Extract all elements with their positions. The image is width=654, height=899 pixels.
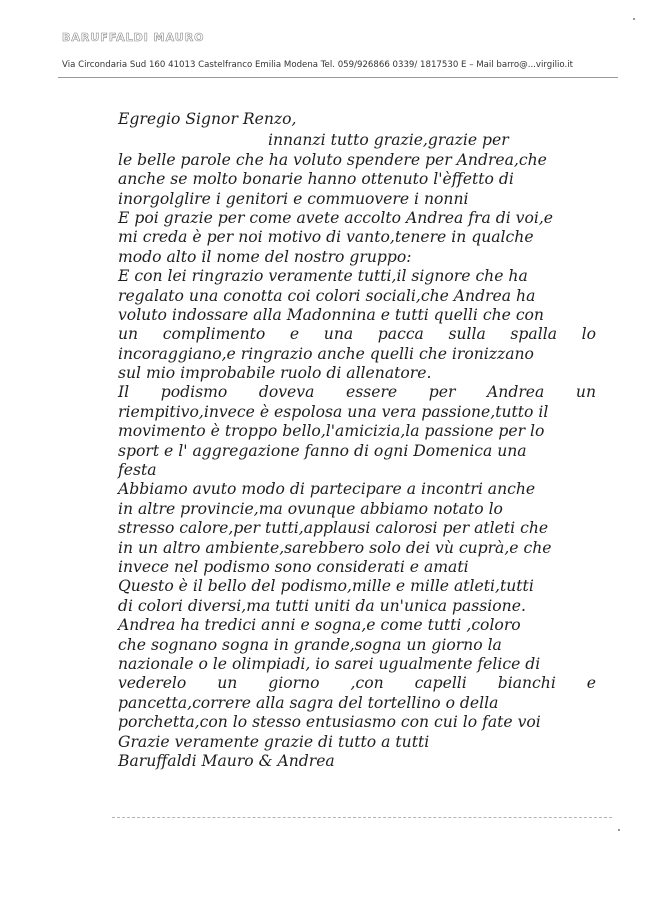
letter-line: festa (118, 461, 157, 480)
letter-line: regalato una conotta coi colori sociali,che Andrea ha (118, 286, 536, 305)
letter-line: anche se molto bonarie hanno ottenuto l'èffetto di (118, 170, 514, 189)
letter-line: di colori diversi,ma tutti uniti da un'unica passione. (118, 596, 526, 615)
letter-line: movimento è troppo bello,l'amicizia,la passione per lo (118, 422, 545, 441)
letter-line: sport e l' aggregazione fanno di ogni Domenica una (118, 441, 527, 460)
letter-line: E con lei ringrazio veramente tutti,il signore che ha (118, 267, 528, 286)
letter-line: Andrea ha tredici anni e sogna,e come tutti ,coloro (118, 616, 521, 635)
letter-line: in altre provincie,ma ovunque abbiamo notato lo (118, 499, 503, 518)
letter-line: mi creda è per noi motivo di vanto,tenere in qualche (118, 228, 534, 247)
letter-line: inorgolglire i genitori e commuovere i nonni (118, 189, 469, 208)
letter-line: porchetta,con lo stesso entusiasmo con cui lo fate voi (118, 713, 541, 732)
letterhead-address: Via Circondaria Sud 160 41013 Castelfranco Emilia Modena Tel. 059/926866 0339/ 1817530 E – Mail barro@...virgilio.it (62, 60, 573, 70)
letter-line: vederelo un giorno ,con capelli bianchi e (118, 674, 596, 693)
letter-line: voluto indossare alla Madonnina e tutti quelli che con (118, 305, 544, 324)
letter-line: Abbiamo avuto modo di partecipare a incontri anche (118, 480, 536, 499)
letter-signature: Baruffaldi Mauro & Andrea (118, 751, 335, 770)
letter-line: innanzi tutto grazie,grazie per (268, 131, 509, 150)
letter-line: pancetta,correre alla sagra del tortellino o della (118, 693, 499, 712)
letter-greeting: Egregio Signor Renzo, (118, 110, 297, 128)
scan-speck (633, 18, 635, 20)
letter-line: Questo è il bello del podismo,mille e mille atleti,tutti (118, 577, 534, 596)
letter-line: incoraggiano,e ringrazio anche quelli che ironizzano (118, 344, 534, 363)
bottom-divider (112, 817, 612, 819)
letter-line: un complimento e una pacca sulla spalla lo (118, 325, 596, 344)
letterhead-divider (58, 77, 618, 79)
letterhead-name: BARUFFALDI MAURO (62, 31, 205, 44)
letter-line: modo alto il nome del nostro gruppo: (118, 247, 412, 266)
letter-line: nazionale o le olimpiadi, io sarei ugualmente felice di (118, 654, 541, 673)
letter-line: invece nel podismo sono considerati e amati (118, 557, 469, 576)
letter-line: Grazie veramente grazie di tutto a tutti (118, 732, 430, 751)
letter-line: Il podismo doveva essere per Andrea un (118, 383, 596, 402)
scan-speck (618, 829, 620, 831)
letter-line: le belle parole che ha voluto spendere per Andrea,che (118, 150, 547, 169)
letter-line: E poi grazie per come avete accolto Andrea fra di voi,e (118, 208, 554, 227)
letter-line: sul mio improbabile ruolo di allenatore. (118, 364, 432, 383)
letter-line: stresso calore,per tutti,applausi calorosi per atleti che (118, 519, 549, 538)
letter-body (118, 110, 596, 771)
letter-line: in un altro ambiente,sarebbero solo dei vù cuprà,e che (118, 538, 552, 557)
letter-line: riempitivo,invece è espolosa una vera passione,tutto il (118, 402, 549, 421)
letter-line: che sognano sogna in grande,sogna un giorno la (118, 635, 502, 654)
